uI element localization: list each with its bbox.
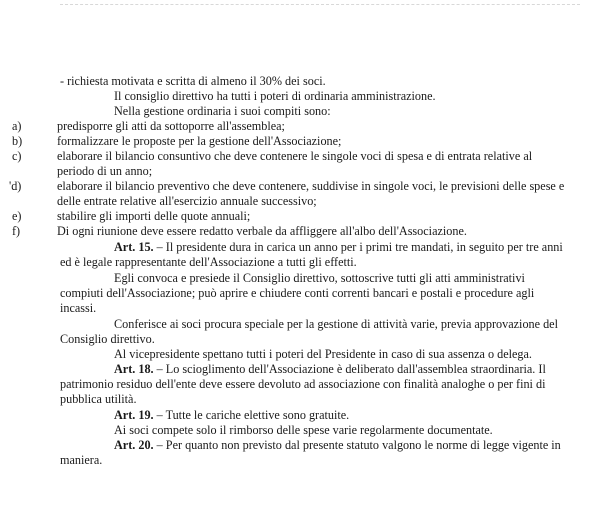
art15-p2-line3: incassi. xyxy=(60,301,97,315)
art19-p2: Ai soci compete solo il rimborso delle spese varie regolarmente documentate. xyxy=(114,423,493,437)
art18-text1: – Lo scioglimento dell'Associazione è deliberato dall'assemblea straordinaria. Il xyxy=(153,362,546,376)
intro-line: - richiesta motivata e scritta di almeno il 30% dei soci. xyxy=(60,74,326,88)
art20-line1 xyxy=(114,438,561,453)
task-c-line1: elaborare il bilancio consuntivo che deve contenere le singole voci di spesa e di entrata relative al xyxy=(57,149,533,163)
task-b-line1: formalizzare le proposte per la gestione dell'Associazione; xyxy=(57,134,342,148)
task-label-c: c) xyxy=(12,149,22,163)
art20-heading: Art. 20. xyxy=(114,438,154,452)
art15-p2-line1: Egli convoca e presiede il Consiglio direttivo, sottoscrive tutti gli atti amministrativi xyxy=(114,271,525,285)
task-c-line2: periodo di un anno; xyxy=(57,164,153,178)
art15-line2: ed è legale rappresentante dell'Associazione a tutti gli effetti. xyxy=(60,255,357,269)
art19-line1 xyxy=(114,408,349,423)
task-label-b: b) xyxy=(12,134,23,148)
art19-heading: Art. 19. xyxy=(114,408,154,422)
art20-line2: maniera. xyxy=(60,453,103,467)
task-f-line1: Di ogni riunione deve essere redatto verbale da affliggere all'albo dell'Associazione. xyxy=(57,224,467,238)
art15-line1 xyxy=(114,240,563,255)
task-e-line1: stabilire gli importi delle quote annuali; xyxy=(57,209,251,223)
task-label-a: a) xyxy=(12,119,22,133)
task-a-line1: predisporre gli atti da sottoporre all'assemblea; xyxy=(57,119,285,133)
art15-p3-line1: Conferisce ai soci procura speciale per la gestione di attività varie, previa approvazione del xyxy=(114,317,558,331)
art15-heading: Art. 15. xyxy=(114,240,154,254)
para-tasks-intro: Nella gestione ordinaria i suoi compiti sono: xyxy=(114,104,331,118)
art15-text1: – Il presidente dura in carica un anno per i primi tre mandati, in seguito per tre anni xyxy=(153,240,563,254)
task-label-f: f) xyxy=(12,224,21,238)
task-label-d: 'd) xyxy=(9,179,22,193)
art15-p2-line2: compiuti dell'Associazione; può aprire e chiudere conti correnti bancari e postali e procedure agli xyxy=(60,286,535,300)
task-label-e: e) xyxy=(12,209,22,223)
art18-line3: pubblica utilità. xyxy=(60,392,137,406)
art15-p3-line2: Consiglio direttivo. xyxy=(60,332,155,346)
art15-p4: Al vicepresidente spettano tutti i poteri del Presidente in caso di sua assenza o delega. xyxy=(114,347,532,361)
para-powers: Il consiglio direttivo ha tutti i poteri di ordinaria amministrazione. xyxy=(114,89,436,103)
art18-line2: patrimonio residuo dell'ente deve essere devoluto ad associazione con finalità analoghe o per fini di xyxy=(60,377,546,391)
art18-heading: Art. 18. xyxy=(114,362,154,376)
task-d-line1: elaborare il bilancio preventivo che deve contenere, suddivise in singole voci, le previsioni delle spese e xyxy=(57,179,565,193)
scan-edge-line xyxy=(60,4,580,6)
task-d-line2: delle entrate relative all'esercizio annuale successivo; xyxy=(57,194,317,208)
art19-text1: – Tutte le cariche elettive sono gratuite. xyxy=(153,408,350,422)
art18-line1 xyxy=(114,362,546,377)
art20-text1: – Per quanto non previsto dal presente statuto valgono le norme di legge vigente in xyxy=(153,438,561,452)
